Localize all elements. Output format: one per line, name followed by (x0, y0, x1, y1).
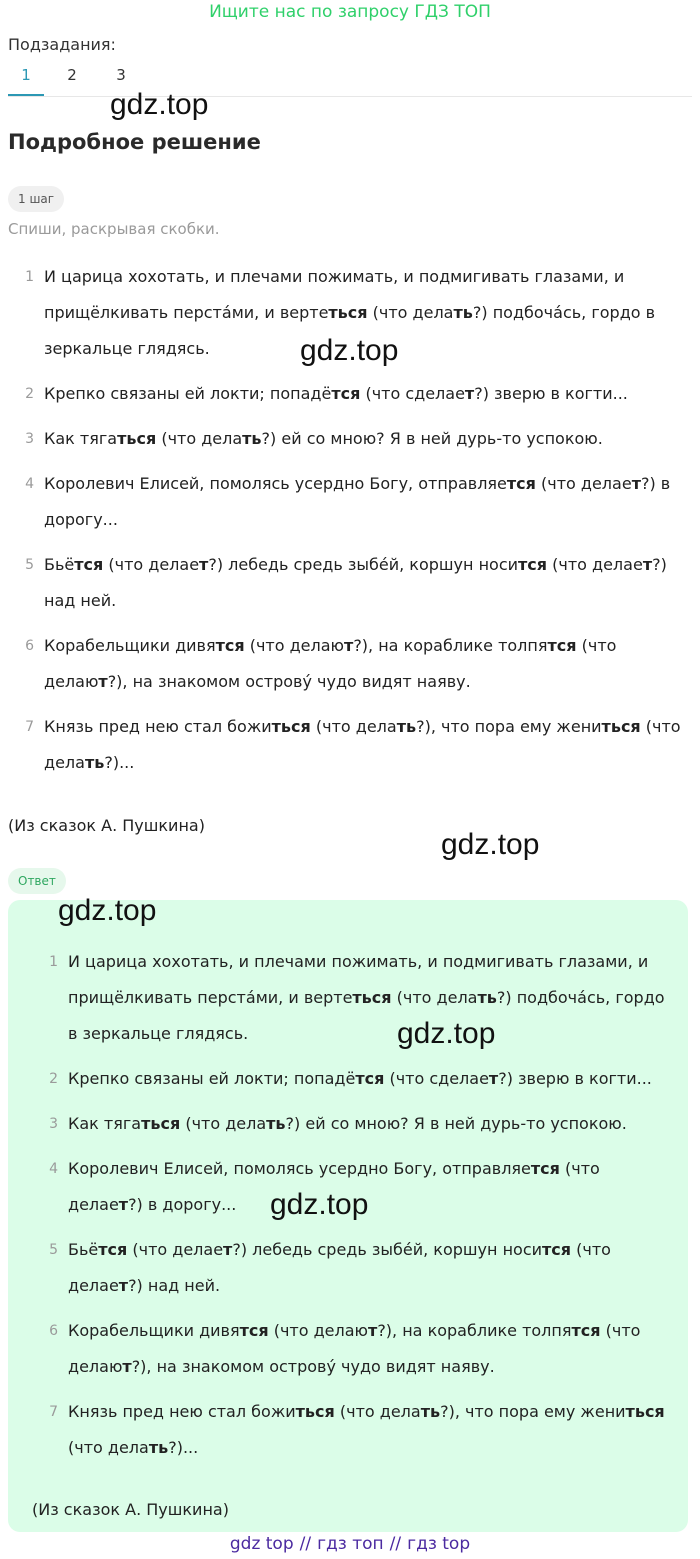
answer-sentence-7 (49, 1394, 668, 1466)
answer-sentence-5 (49, 1232, 668, 1304)
sentence-number: 1 (25, 269, 34, 285)
sentence-number: 5 (49, 1242, 58, 1258)
sentence-number: 3 (49, 1116, 58, 1132)
sentence-number: 6 (25, 638, 34, 654)
watermark: gdz.top (270, 1188, 369, 1221)
sentence-text: Бьётся (что делает?) лебедь средь зыбе́й, коршун носится (что делает?) над ней. (44, 555, 667, 610)
sentence-number: 4 (49, 1161, 58, 1177)
sentence-text: И царица хохотать, и плечами пожимать, и подмигивать глазами, и прищёлкивать перста́ми, и вертеться (что делать?) подбоча́сь, гордо в зеркальце глядясь. (44, 267, 656, 358)
watermark: gdz.top (110, 88, 209, 121)
footer-link[interactable]: гдз топ (317, 1534, 384, 1554)
solution-sentence-4 (25, 466, 684, 538)
solution-sentence-5 (25, 547, 684, 619)
sentence-number: 4 (25, 476, 34, 492)
sentence-text: И царица хохотать, и плечами пожимать, и подмигивать глазами, и прищёлкивать перста́ми, и вертеться (что делать?) подбоча́сь, гордо в зеркальце глядясь. (68, 952, 665, 1043)
top-banner: Ищите нас по запросу ГДЗ ТОП (209, 2, 491, 22)
sentence-number: 3 (25, 431, 34, 447)
answer-sentence-6 (49, 1313, 668, 1385)
sentence-number: 2 (25, 386, 34, 402)
source-citation: (Из сказок А. Пушкина) (8, 816, 205, 835)
tab-subtask-1[interactable]: 1 (8, 66, 44, 96)
watermark: gdz.top (441, 828, 540, 861)
sentence-number: 6 (49, 1323, 58, 1339)
watermark: gdz.top (58, 894, 157, 927)
sentence-number: 7 (49, 1404, 58, 1420)
sentence-number: 1 (49, 954, 58, 970)
sentence-number: 7 (25, 719, 34, 735)
watermark: gdz.top (300, 334, 399, 367)
solution-sentence-7 (25, 709, 684, 781)
footer-link[interactable]: гдз top (407, 1534, 471, 1554)
task-instruction: Спиши, раскрывая скобки. (8, 220, 220, 238)
tab-subtask-2[interactable]: 2 (67, 66, 77, 84)
sentence-text: Бьётся (что делает?) лебедь средь зыбе́й, коршун носится (что делает?) над ней. (68, 1240, 611, 1295)
sentence-number: 2 (49, 1071, 58, 1087)
tab-subtask-3[interactable]: 3 (116, 66, 126, 84)
footer-separator: // (389, 1534, 402, 1554)
answer-sentence-1 (49, 944, 668, 1052)
footer-separator: // (299, 1534, 312, 1554)
sentence-text: Королевич Елисей, помолясь усердно Богу, отправляется (что делает?) в дорогу... (68, 1159, 600, 1214)
solution-sentence-2 (25, 376, 684, 412)
sentence-text: Крепко связаны ей локти; попадётся (что сделает?) зверю в когти... (44, 384, 628, 403)
sentence-text: Крепко связаны ей локти; попадётся (что сделает?) зверю в когти... (68, 1069, 652, 1088)
sentence-number: 5 (25, 557, 34, 573)
sentence-text: Корабельщики дивятся (что делают?), на кораблике толпятся (что делают?), на знакомом острову́ чудо видят наяву. (68, 1321, 641, 1376)
answer-badge: Ответ (8, 868, 66, 894)
watermark: gdz.top (397, 1017, 496, 1050)
sentence-text: Королевич Елисей, помолясь усердно Богу, отправляется (что делает?) в дорогу... (44, 474, 671, 529)
sentence-text: Как тягаться (что делать?) ей со мною? Я в ней дурь-то успокою. (44, 429, 603, 448)
sentence-text: Князь пред нею стал божиться (что делать?), что пора ему жениться (что делать?)... (68, 1402, 665, 1457)
sentence-text: Как тягаться (что делать?) ей со мною? Я в ней дурь-то успокою. (68, 1114, 627, 1133)
answer-sentence-2 (49, 1061, 668, 1097)
section-title: Подробное решение (8, 130, 261, 154)
sentence-text: Князь пред нею стал божиться (что делать?), что пора ему жениться (что делать?)... (44, 717, 681, 772)
subtasks-label: Подзадания: (8, 35, 116, 54)
answer-source-citation: (Из сказок А. Пушкина) (32, 1500, 229, 1519)
answer-sentence-3 (49, 1106, 668, 1142)
solution-sentence-3 (25, 421, 684, 457)
solution-sentence-6 (25, 628, 684, 700)
footer-links (0, 1532, 700, 1556)
sentence-text: Корабельщики дивятся (что делают?), на кораблике толпятся (что делают?), на знакомом острову́ чудо видят наяву. (44, 636, 617, 691)
step-badge: 1 шаг (8, 186, 64, 212)
footer-link[interactable]: gdz top (229, 1534, 294, 1554)
